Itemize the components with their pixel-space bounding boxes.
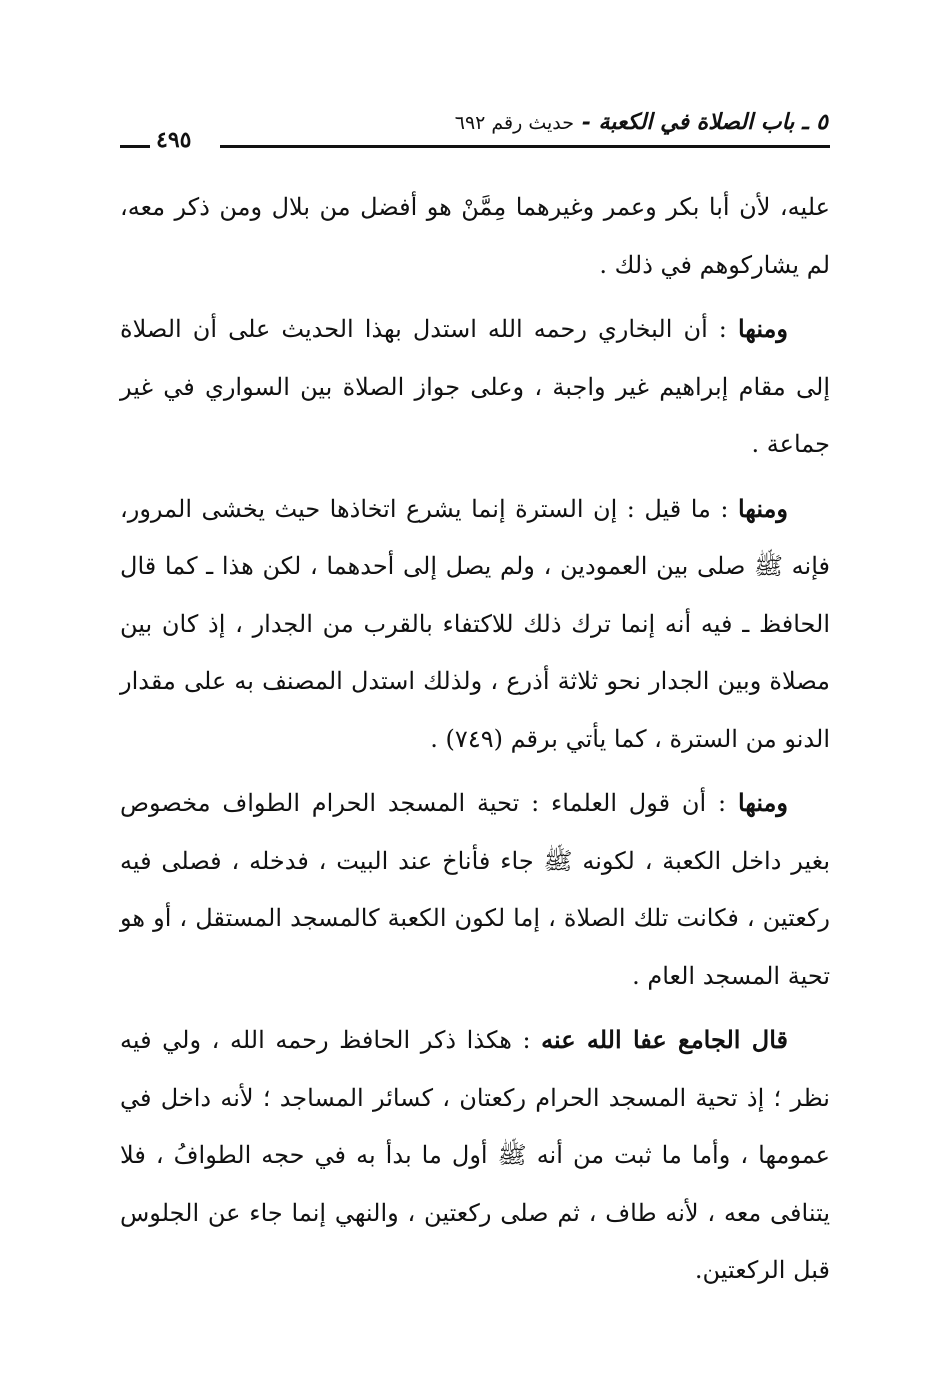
paragraph-text: عليه، لأن أبا بكر وعمر وغيرهما مِمَّنْ هو أفضل من بلال ومن ذكر معه، لم يشاركوهم في ذلك . — [120, 193, 830, 279]
paragraph-bukhari — [120, 300, 830, 474]
paragraph-text: : هكذا ذكر الحافظ رحمه الله ، ولي فيه نظر ؛ إذ تحية المسجد الحرام ركعتان ، كسائر المساجد ؛ لأنه داخل في عمومها ، وأما ما ثبت من أنه ﷺ أول ما بدأ به في حجه الطوافُ ، فلا يتنافى معه ، لأنه طاف ، ثم صلى ركعتين ، والنهي إنما جاء عن الجلوس قبل الركعتين. — [120, 1026, 830, 1284]
paragraph-lead: ومنها — [737, 788, 788, 817]
header-separator: - — [574, 109, 599, 135]
chapter-title — [455, 109, 828, 135]
body-text — [120, 179, 830, 1300]
paragraph-compiler-note — [120, 1011, 830, 1300]
paragraph-continuation — [120, 179, 830, 294]
paragraph-text: : أن البخاري رحمه الله استدل بهذا الحديث على أن الصلاة إلى مقام إبراهيم غير واجبة ، وعلى جواز الصلاة بين السواري في غير جماعة . — [120, 315, 830, 458]
header-rule — [220, 145, 830, 148]
paragraph-lead: ومنها — [737, 314, 788, 343]
paragraph-lead: ومنها — [737, 493, 788, 523]
paragraph-tahiyyah — [120, 774, 830, 1005]
paragraph-sutra — [120, 480, 830, 769]
page-number-dash — [120, 145, 150, 148]
page-number: ٤٩٥ — [156, 127, 192, 153]
hadith-reference: حديث رقم ٦٩٢ — [454, 112, 575, 134]
paragraph-lead: قال الجامع عفا الله عنه — [541, 1025, 789, 1054]
paragraph-text: : ما قيل : إن السترة إنما يشرع اتخاذها حيث يخشى المرور، فإنه ﷺ صلى بين العمودين ، ولم يصل إلى أحدهما ، لكن هذا ـ كما قال الحافظ ـ فيه أنه إنما ترك ذلك للاكتفاء بالقرب من الجدار ، إذ كان بين مصلاة وبين الجدار نحو ثلاثة أذرع ، ولذلك استدل المصنف به على مقدار الدنو من السترة ، كما يأتي برقم (٧٤٩) . — [120, 494, 830, 753]
book-page — [120, 105, 830, 1300]
running-header — [120, 105, 830, 151]
chapter-title-text: ٥ ـ باب الصلاة في الكعبة — [598, 109, 828, 135]
paragraph-text: : أن قول العلماء : تحية المسجد الحرام الطواف مخصوص بغير داخل الكعبة ، لكونه ﷺ جاء فأناخ عند البيت ، فدخله ، فصلى فيه ركعتين ، فكانت تلك الصلاة ، إما لكون الكعبة كالمسجد المستقل ، أو هو تحية المسجد العام . — [120, 789, 830, 990]
